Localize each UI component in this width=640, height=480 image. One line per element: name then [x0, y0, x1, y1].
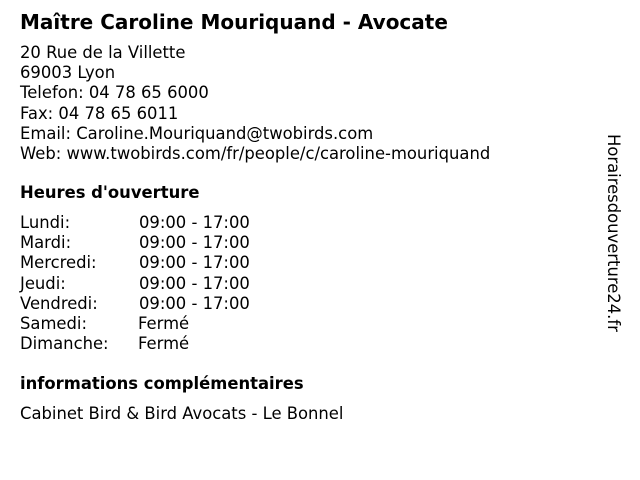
day-label: Mardi: — [20, 233, 72, 253]
additional-info-heading: informations complémentaires — [20, 374, 304, 393]
street-address: 20 Rue de la Villette — [20, 43, 186, 62]
page-title: Maître Caroline Mouriquand - Avocate — [20, 10, 448, 34]
day-label: Dimanche: — [20, 334, 109, 354]
opening-hours-heading: Heures d'ouverture — [20, 183, 200, 202]
fax-number: Fax: 04 78 65 6011 — [20, 103, 179, 123]
time-value: 09:00 - 17:00 — [139, 213, 250, 232]
contact-block — [20, 43, 490, 164]
site-watermark: Horairesdouverture24.fr — [604, 134, 623, 332]
hours-row-sunday — [20, 334, 320, 354]
hours-row-saturday — [20, 314, 320, 334]
phone-number: Telefon: 04 78 65 6000 — [20, 83, 209, 103]
day-label: Vendredi: — [20, 293, 98, 313]
day-label: Samedi: — [20, 313, 87, 333]
hours-row-wednesday — [20, 253, 320, 273]
day-label: Mercredi: — [20, 253, 97, 273]
time-value: 09:00 - 17:00 — [139, 233, 250, 253]
hours-row-tuesday — [20, 233, 320, 253]
opening-hours-table — [20, 213, 320, 354]
web-address: Web: www.twobirds.com/fr/people/c/caroline-mouriquand — [20, 143, 491, 163]
city-address: 69003 Lyon — [20, 63, 116, 83]
hours-row-friday — [20, 294, 320, 314]
time-value: 09:00 - 17:00 — [139, 293, 250, 313]
email-address: Email: Caroline.Mouriquand@twobirds.com — [20, 123, 374, 143]
day-label: Jeudi: — [20, 273, 66, 293]
time-value: Fermé — [138, 334, 190, 354]
time-value: 09:00 - 17:00 — [139, 253, 250, 273]
time-value: Fermé — [138, 313, 190, 333]
additional-info-text: Cabinet Bird & Bird Avocats - Le Bonnel — [20, 404, 344, 423]
hours-row-monday — [20, 213, 320, 233]
hours-row-thursday — [20, 274, 320, 294]
day-label: Lundi: — [20, 213, 71, 232]
time-value: 09:00 - 17:00 — [139, 273, 250, 293]
